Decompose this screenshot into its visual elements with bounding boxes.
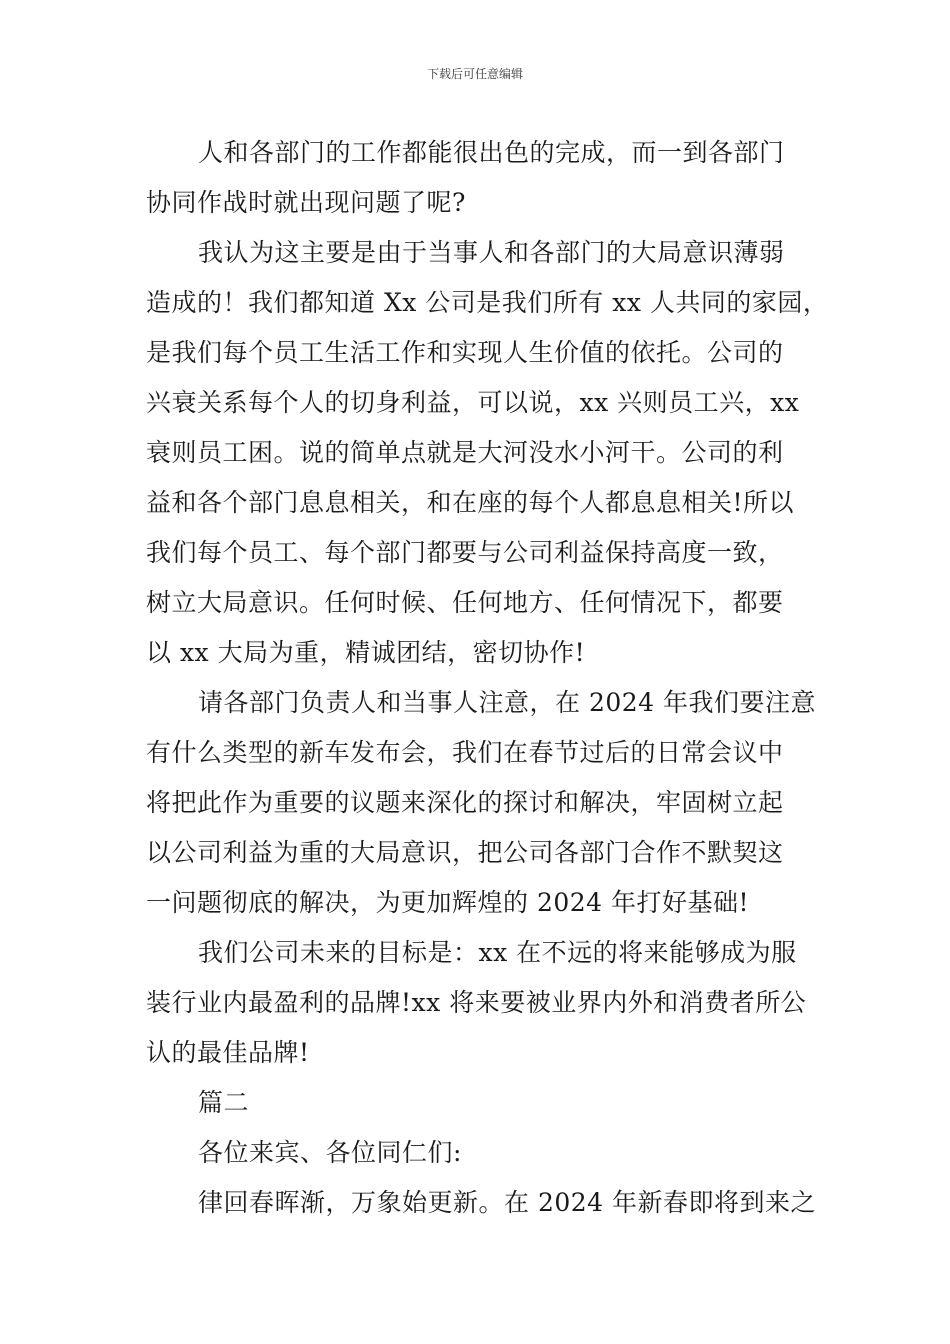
section-heading: 篇二 bbox=[198, 1088, 250, 1117]
page-header: 下载后可任意编辑 bbox=[426, 67, 523, 81]
text-line: 将把此作为重要的议题来深化的探讨和解决，牢固树立起 bbox=[146, 788, 784, 817]
text-line: 以 xx 大局为重，精诚团结，密切协作! bbox=[146, 638, 586, 667]
text-line: 请各部门负责人和当事人注意，在 2024 年我们要注意 bbox=[198, 688, 817, 717]
text-line: 衰则员工困。说的简单点就是大河没水小河干。公司的利 bbox=[146, 438, 784, 467]
text-line: 律回春晖渐，万象始更新。在 2024 年新春即将到来之 bbox=[198, 1188, 817, 1217]
text-line: 以公司利益为重的大局意识，把公司各部门合作不默契这 bbox=[146, 838, 784, 867]
text-line: 我们公司未来的目标是：xx 在不远的将来能够成为服 bbox=[198, 938, 797, 967]
text-line: 有什么类型的新车发布会，我们在春节过后的日常会议中 bbox=[146, 738, 784, 767]
text-line: 人和各部门的工作都能很出色的完成，而一到各部门 bbox=[198, 138, 785, 167]
salutation: 各位来宾、各位同仁们: bbox=[198, 1138, 462, 1167]
text-line: 协同作战时就出现问题了呢? bbox=[146, 188, 466, 217]
text-line: 树立大局意识。任何时候、任何地方、任何情况下，都要 bbox=[146, 588, 784, 617]
text-line: 我们每个员工、每个部门都要与公司利益保持高度一致， bbox=[146, 538, 784, 567]
text-line: 认的最佳品牌! bbox=[146, 1038, 310, 1067]
text-line: 是我们每个员工生活工作和实现人生价值的依托。公司的 bbox=[146, 338, 784, 367]
text-line: 造成的！我们都知道 Xx 公司是我们所有 xx 人共同的家园， bbox=[146, 288, 829, 317]
text-line: 兴衰关系每个人的切身利益，可以说，xx 兴则员工兴，xx bbox=[146, 388, 800, 417]
text-line: 我认为这主要是由于当事人和各部门的大局意识薄弱 bbox=[198, 238, 785, 267]
document-body bbox=[146, 128, 829, 1228]
text-line: 益和各个部门息息相关，和在座的每个人都息息相关!所以 bbox=[146, 488, 795, 517]
text-line: 装行业内最盈利的品牌!xx 将来要被业界内外和消费者所公 bbox=[146, 988, 807, 1017]
text-line: 一问题彻底的解决，为更加辉煌的 2024 年打好基础! bbox=[146, 888, 750, 917]
